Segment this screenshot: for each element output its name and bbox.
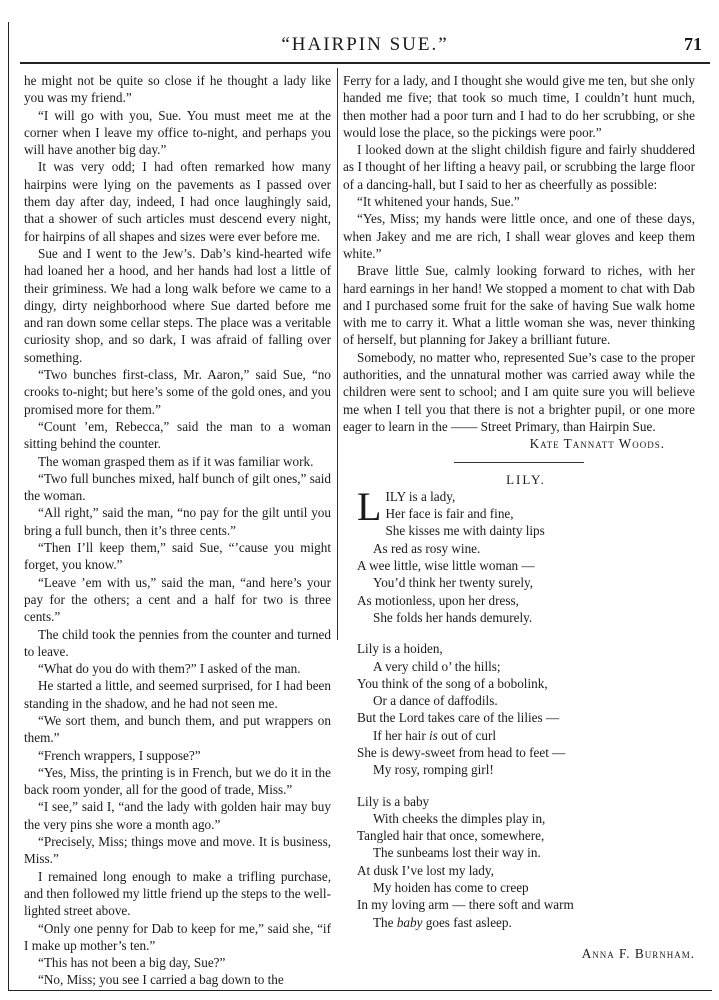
poem-line: The sunbeams lost their way in. [373,845,541,861]
paragraph: “Precisely, Miss; things move and move. It is business, Miss.” [24,834,331,867]
paragraph: “Count ’em, Rebecca,” said the man to a woman sitting behind the counter. [24,418,331,452]
right-column [343,72,695,962]
poem-line: Tangled hair that once, somewhere, [357,828,545,844]
poem-title: LILY. [506,471,546,487]
paragraph: Brave little Sue, calmly looking forward to riches, with her hard earnings in her hand! We stopped a moment to chat with Dab and I purchased some fruit for the sake of having Sue walk home with me to carry it. What a little woman she was, never thinking of herself, but planning for Jakey a brilliant future. [343,263,695,348]
paragraph: Sue and I went to the Jew’s. Dab’s kind-hearted wife had loaned her a hood, and her hands had lost a little of their griminess. We had a long walk before we came to a dingy, dirty neighborhood where Sue darted before me and ran down some cellar steps. The place was a veritable curiosity shop, and so dark, I was afraid of falling over something. [24,245,331,365]
stanza-1 [357,483,695,626]
paragraph: He started a little, and seemed surprised, for I had been standing in the shadow, and he had not seen me. [24,678,331,711]
running-title: “HAIRPIN SUE.” [281,34,449,55]
paragraph: he might not be quite so close if he thought a lady like you was my friend.” [24,73,331,106]
emphasis-is: is [429,727,438,743]
poem-line-part: If her hair [373,727,430,743]
poem-line: Or a dance of daffodils. [373,693,498,709]
stanza-2 [357,640,695,778]
poem-author: Anna F. Burnham. [581,945,695,961]
poem-line: As red as rosy wine. [373,540,481,556]
poem-line [357,914,695,931]
paragraph: “I will go with you, Sue. You must meet me at the corner when I leave my office to-night, and perhaps you will have another big day.” [24,107,331,158]
paragraph: “All right,” said the man, “no pay for the gilt until you bring a full bunch, then it’s three cents.” [24,505,331,538]
paragraph: I looked down at the slight childish figure and fairly shuddered as I thought of her lifting a heavy pail, or scrubbing the large floor of a dancing-hall, but I said to her as cheerfully as possible: [343,142,695,192]
poem-lily [357,483,695,962]
paragraph: “Leave ’em with us,” said the man, “and here’s your pay for the others; a cent and a half for two is three cents.” [24,574,331,625]
paragraph: “Two bunches first-class, Mr. Aaron,” said Sue, “no crooks to-night; but here’s some of the gold ones, and you promised more for them.” [24,367,331,417]
poem-line-part: goes fast asleep. [422,914,512,930]
poem-line: In my loving arm — there soft and warm [357,897,574,913]
paragraph: “Yes, Miss, the printing is in French, but we do it in the back room yonder, all for the good of trade, Miss.” [24,764,331,798]
column-divider [337,68,338,640]
drop-cap: L [357,483,382,529]
paragraph: “Only one penny for Dab to keep for me,” said she, “if I make up mother’s ten.” [24,920,331,953]
paragraph: “I see,” said I, “and the lady with golden hair may buy the very pins she wore a month ago.” [24,799,331,832]
paragraph: “It whitened your hands, Sue.” [357,194,520,210]
section-rule [454,462,584,463]
poem-line: At dusk I’ve lost my lady, [357,862,494,878]
paragraph: I remained long enough to make a trifling purchase, and then followed my little friend up the steps to the well-lighted street above. [24,868,331,919]
page-number: 71 [684,34,702,54]
page-header [20,24,710,64]
paragraph: “No, Miss; you see I carried a bag down to the [38,972,284,988]
poem-line: You think of the song of a bobolink, [357,675,548,691]
poem-line: My rosy, romping girl! [373,762,494,778]
poem-line: With cheeks the dimples play in, [373,810,546,826]
poem-line: My hoiden has come to creep [373,880,529,896]
poem-line: Her face is fair and fine, [385,506,514,522]
poem-line: A wee little, wise little woman — [357,558,535,574]
paragraph: “Yes, Miss; my hands were little once, and one of these days, when Jakey and me are rich, I shall wear gloves and keep them white.” [343,211,695,261]
paragraph: Ferry for a lady, and I thought she would give me ten, but she only handed me five; that took so much time, I couldn’t hunt much, then mother had a poor turn and I had to do her scrubbing, or she would lose the place, so the pickings were poor.” [343,73,695,140]
poem-line: A very child o’ the hills; [373,658,501,674]
paragraph: The child took the pennies from the counter and turned to leave. [24,626,331,659]
paragraph: “What do you do with them?” I asked of the man. [38,661,301,677]
poem-line: Lily is a hoiden, [357,641,443,657]
paragraph: Somebody, no matter who, represented Sue’s case to the proper authorities, and the unnatural mother was carried away while the children were sent to school; and I am quite sure you will believe me when I tell you that there is not a brighter pupil, or one more eager to learn in the —— Street Primary, than Hairpin Sue. [343,349,695,434]
poem-line-part: out of curl [437,727,497,743]
paragraph: “We sort them, and bunch them, and put wrappers on them.” [24,712,331,746]
poem-line: You’d think her twenty surely, [373,575,534,591]
paragraph: “Two full bunches mixed, half bunch of gilt ones,” said the woman. [24,470,331,504]
poem-line: As motionless, upon her dress, [357,592,519,608]
poem-line [357,727,695,744]
story-author: Kate Tannatt Woods. [529,436,665,452]
poem-line: Lily is a baby [357,793,430,809]
poem-line: ILY is a lady, [385,488,456,504]
paragraph: “French wrappers, I suppose?” [38,747,201,763]
paragraph: “Then I’ll keep them,” said Sue, “’cause you might forget, you know.” [24,540,331,573]
paragraph: It was very odd; I had often remarked how many hairpins were lying on the pavements as I passed over them day after day, indeed, I had once laughingly said, that a shower of such articles must descend every night, for hairpins of all shapes and sizes were ever before me. [24,159,331,244]
poem-line: She kisses me with dainty lips [385,523,545,539]
paragraph: “This has not been a big day, Sue?” [38,955,226,971]
emphasis-baby: baby [396,914,423,930]
paragraph: The woman grasped them as if it was familiar work. [38,453,314,469]
left-column [24,72,331,989]
poem-line: But the Lord takes care of the lilies — [357,710,560,726]
poem-line: She folds her hands demurely. [373,609,533,625]
poem-line: She is dewy-sweet from head to feet — [357,744,566,760]
poem-line-part: The [373,914,397,930]
stanza-3 [357,793,695,931]
